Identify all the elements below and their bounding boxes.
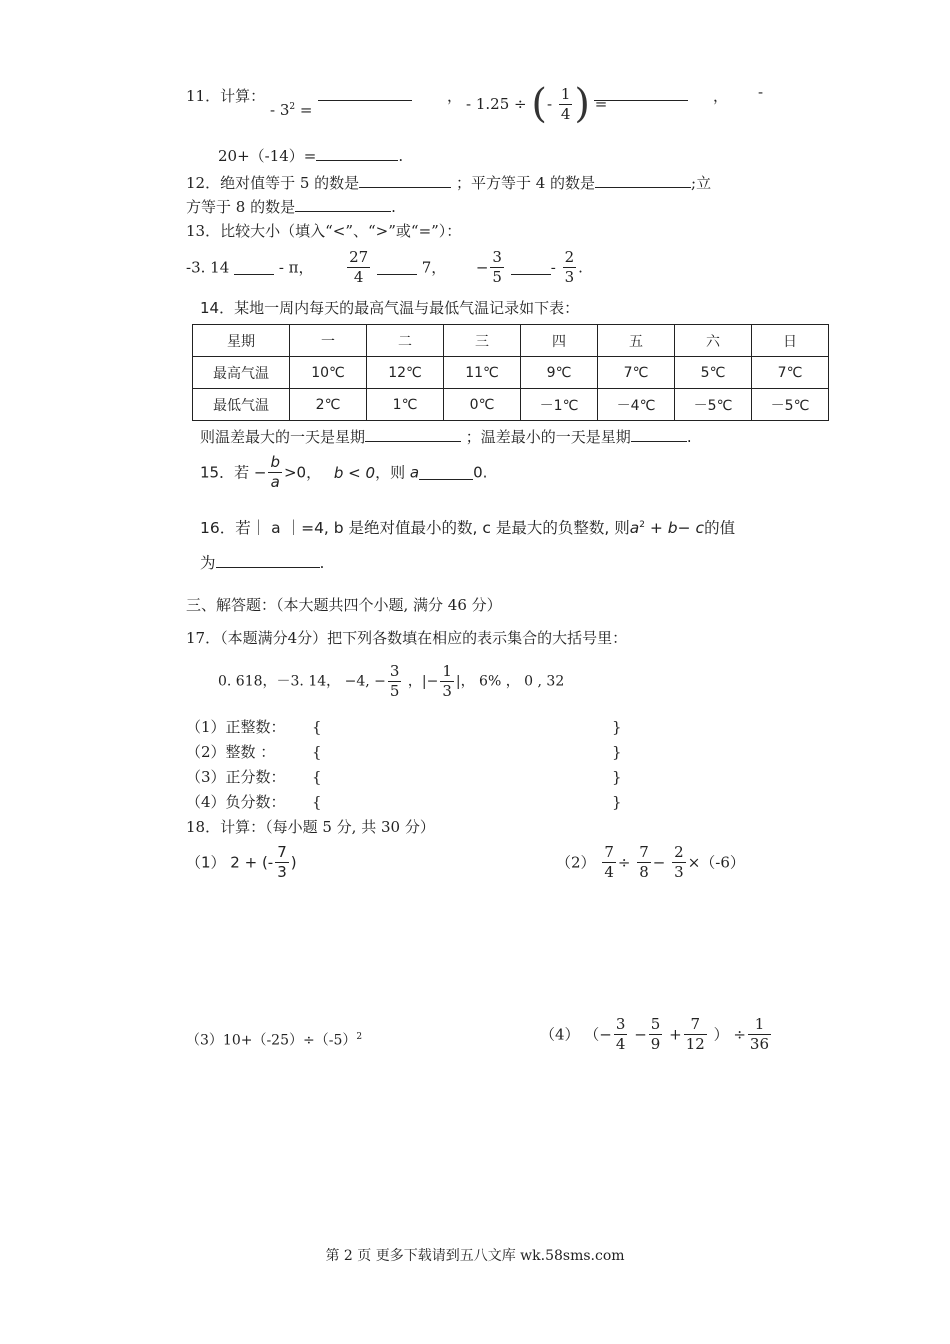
q17-numbers: 0. 618，－3. 14， −4, − $\frac{3}{5}$ ，|− $\frac{1}{3}$ |， 6% ， 0 , 32 [218,662,565,700]
q11-blank-2[interactable] [594,86,688,101]
table-cell: 日 [752,325,829,357]
q11-comma-2: ， [713,87,729,105]
table-cell: －5℃ [752,389,829,421]
table-cell: －5℃ [675,389,752,421]
table-cell: －4℃ [598,389,675,421]
q13-blank-2[interactable] [377,260,417,275]
q13-blank-1[interactable] [234,260,274,275]
q17-set-4-open: { [312,793,322,811]
q11-line2: 20+（-14）= . [218,147,404,165]
table-cell: 一 [290,325,367,357]
q11-dash: - [758,83,764,101]
q17-set-2-close: } [612,743,622,761]
q11-label: 11．计算： [186,87,266,105]
table-cell: 二 [367,325,444,357]
q17-set-1-label: （1）正整数： [186,718,286,736]
q12-line2: 方等于 8 的数是 . [186,198,396,216]
table-cell: 1℃ [367,389,444,421]
table-cell: 三 [444,325,521,357]
q14-label: 14．某地一周内每天的最高气温与最低气温记录如下表： [200,299,580,317]
q14-blank-2[interactable] [631,427,687,442]
q17-set-3-label: （3）正分数： [186,768,286,786]
q17-set-3-open: { [312,768,322,786]
table-row [193,389,829,421]
table-cell: 10℃ [290,357,367,389]
section-3-heading: 三、解答题：（本大题共四个小题, 满分 46 分） [186,596,502,614]
q18-part-1: （1） 2 + (- $\frac{7}{3}$ ) [186,843,297,881]
q12-line1: 12．绝对值等于 5 的数是 ；平方等于 4 的数是 ;立 [186,174,712,192]
table-row [193,357,829,389]
q17-set-2-label: （2）整数 ： [186,743,276,761]
q17-set-1-close: } [612,718,622,736]
table-cell: 0℃ [444,389,521,421]
q17-label: 17．（本题满分4分）把下列各数填在相应的表示集合的大括号里： [186,629,628,647]
q18-label: 18．计算：（每小题 5 分, 共 30 分） [186,818,435,836]
q12-blank-2[interactable] [595,173,691,188]
temperature-table [192,324,829,421]
q16-line1: 16．若｜ a ｜=4, b 是绝对值最小的数, c 是最大的负整数, 则$a^2 + b- c$的值 [200,519,736,538]
table-cell: 7℃ [752,357,829,389]
table-cell: 2℃ [290,389,367,421]
q14-after: 则温差最大的一天是星期 ；温差最小的一天是星期 . [200,428,692,446]
table-cell: 7℃ [598,357,675,389]
q15-line: 15．若 − $\frac{b}{a}$ >0， b < 0，则 a 0. [200,453,488,491]
q11-expr2: - 1.25 ÷ (- $\frac{1}{4}$ ) = [466,81,608,127]
q11-blank-1[interactable] [318,86,412,101]
q18-part-3: $(3)10+(-25)\div(-5)^2$ [186,1032,363,1049]
q14-blank-1[interactable] [365,427,461,442]
q13-items: -3. 14 - π， $\frac{27}{4}$ 7， − $\frac{3}{5}$ - $\frac{2}{3}$ . [186,248,583,286]
q17-set-2-open: { [312,743,322,761]
table-cell: －1℃ [521,389,598,421]
table-header-row [193,325,829,357]
table-cell: 11℃ [444,357,521,389]
table-cell: 四 [521,325,598,357]
page-footer: 第 2 页 更多下载请到五八文库 wk.58sms.com [325,1248,625,1264]
table-cell: 星期 [193,325,290,357]
q18-part-4: （4） （− $\frac{3}{4}$ − $\frac{5}{9}$ + $\frac{7}{12}$ ） ÷ $\frac{1}{36}$ [540,1015,770,1053]
table-cell: 五 [598,325,675,357]
q17-set-3-close: } [612,768,622,786]
q15-blank[interactable] [419,465,473,480]
q11-expr1: - $3^2$ = [270,101,313,119]
table-cell: 最低气温 [193,389,290,421]
q11-comma: ， [447,87,463,105]
q13-blank-3[interactable] [511,260,551,275]
q16-line2: 为 . [200,554,325,572]
q17-set-4-label: （4）负分数： [186,793,286,811]
q16-blank[interactable] [216,553,320,568]
table-cell: 最高气温 [193,357,290,389]
table-cell: 5℃ [675,357,752,389]
table-cell: 六 [675,325,752,357]
q12-blank-3[interactable] [295,197,391,212]
table-cell: 12℃ [367,357,444,389]
q17-set-4-close: } [612,793,622,811]
q12-blank-1[interactable] [359,173,451,188]
q17-set-1-open: { [312,718,322,736]
q18-part-2: （2） $\frac{7}{4}$ ÷ $\frac{7}{8}$ − $\frac{2}{3}$ ×（-6） [556,843,745,881]
table-cell: 9℃ [521,357,598,389]
q11-blank-3[interactable] [316,146,398,161]
q13-label: 13．比较大小（填入“<”、“>”或“=”）： [186,222,462,240]
